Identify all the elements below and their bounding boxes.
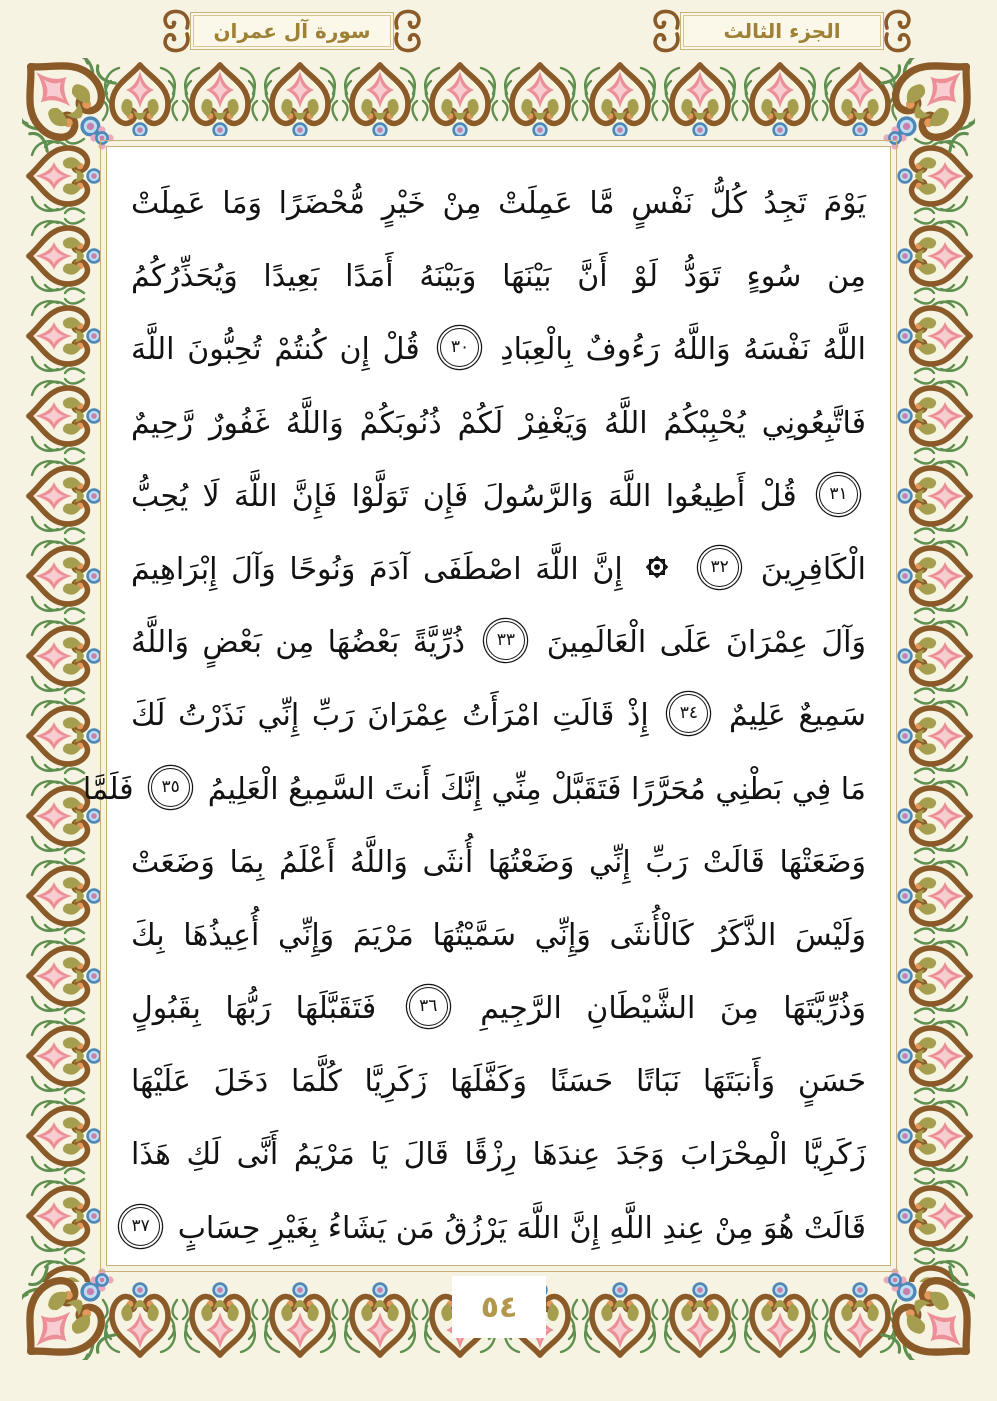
- ayah-text: ذُرِّيَّةً بَعْضُهَا مِن بَعْضٍ وَاللَّهُ: [131, 625, 466, 661]
- ayah-number-marker: [440, 328, 479, 367]
- quran-line: [131, 387, 866, 460]
- ayah-text: وَلَيْسَ الذَّكَرُ كَالْأُنثَى وَإِنِّي سَمَّيْتُهَا مَرْيَمَ وَإِنِّي أُعِيذُهَا بِكَ: [131, 917, 866, 953]
- ayah-number: ٣٢: [710, 556, 729, 577]
- quran-line: [131, 240, 866, 313]
- ayah-number-marker: [819, 475, 858, 514]
- quran-line: [131, 1118, 866, 1191]
- quran-line: [131, 313, 866, 386]
- header-bracket-icon: [650, 8, 680, 54]
- ayah-number: ٣٥: [161, 776, 180, 797]
- ayah-number: ٣١: [829, 483, 848, 504]
- surah-header-cartouche: [160, 10, 424, 52]
- ayah-number-marker: [121, 1207, 160, 1246]
- ayah-text: قَالَتْ هُوَ مِنْ عِندِ اللَّهِ إِنَّ اللَّهَ يَرْزُقُ مَن يَشَاءُ بِغَيْرِ حِسَابٍ: [177, 1210, 866, 1246]
- ayah-text: سَمِيعٌ عَلِيمٌ: [728, 698, 866, 734]
- ayah-number-marker: [409, 987, 448, 1026]
- page-number-box: [452, 1276, 546, 1338]
- quran-line: [131, 167, 866, 240]
- border-left-band: [22, 136, 100, 1282]
- header-bracket-icon: [884, 8, 914, 54]
- header-bracket-icon: [160, 8, 190, 54]
- juz-title: الجزء الثالث: [680, 12, 884, 50]
- ayah-number: ٣٤: [679, 703, 698, 724]
- quran-line: [131, 1192, 866, 1265]
- ayah-text: قُلْ أَطِيعُوا اللَّهَ وَالرَّسُولَ فَإِن تَوَلَّوْا فَإِنَّ اللَّهَ لَا يُحِبُّ: [131, 478, 797, 514]
- header-bracket-icon: [394, 8, 424, 54]
- ayah-text: حَسَنٍ وَأَنبَتَهَا نَبَاتًا حَسَنًا وَكَفَّلَهَا زَكَرِيَّا كُلَّمَا دَخَلَ عَلَيْهَا: [131, 1064, 866, 1100]
- ayah-text: مِن سُوءٍ تَوَدُّ لَوْ أَنَّ بَيْنَهَا وَبَيْنَهُ أَمَدًا بَعِيدًا وَيُحَذِّرُكُمُ: [131, 259, 866, 295]
- ayah-text: فَتَقَبَّلَهَا رَبُّهَا بِقَبُولٍ: [131, 991, 377, 1027]
- ayah-text: وَضَعَتْهَا قَالَتْ رَبِّ إِنِّي وَضَعْتُهَا أُنثَى وَاللَّهُ أَعْلَمُ بِمَا وَضَعَتْ: [131, 844, 866, 880]
- page-number: ٥٤: [480, 1289, 518, 1325]
- quran-line: [131, 1045, 866, 1118]
- quran-lines: [82, 147, 890, 1265]
- border-top-band: [100, 58, 897, 136]
- quran-line: [131, 679, 866, 752]
- ayah-text: وَذُرِّيَّتَهَا مِنَ الشَّيْطَانِ الرَّجِيمِ: [480, 991, 866, 1027]
- quran-line: [131, 826, 866, 899]
- ayah-text: اللَّهُ نَفْسَهُ وَاللَّهُ رَءُوفٌ بِالْعِبَادِ: [500, 332, 867, 368]
- ayah-number-marker: [486, 621, 525, 660]
- ayah-text: إِذْ قَالَتِ امْرَأَتُ عِمْرَانَ رَبِّ إِنِّي نَذَرْتُ لَكَ: [131, 698, 649, 734]
- quran-line: [131, 899, 866, 972]
- ayah-text: إِنَّ اللَّهَ اصْطَفَى آدَمَ وَنُوحًا وَآلَ إِبْرَاهِيمَ: [131, 551, 623, 587]
- quran-line: [131, 460, 866, 533]
- border-right-band: [897, 136, 975, 1282]
- ayah-text: فَلَمَّا: [82, 771, 134, 807]
- ayah-text: وَآلَ عِمْرَانَ عَلَى الْعَالَمِينَ: [546, 625, 866, 661]
- ayah-number: ٣٧: [131, 1215, 150, 1236]
- ayah-number-marker: [151, 768, 190, 807]
- ayah-number-marker: [669, 694, 708, 733]
- ayah-number: ٣٣: [496, 630, 516, 651]
- quran-line: [82, 753, 866, 826]
- ayah-text: زَكَرِيَّا الْمِحْرَابَ وَجَدَ عِندَهَا رِزْقًا قَالَ يَا مَرْيَمُ أَنَّى لَكِ هَذَا: [131, 1137, 866, 1173]
- quran-line: [131, 533, 866, 606]
- surah-title: سورة آل عمران: [190, 12, 394, 50]
- quran-text-panel: [82, 146, 891, 1266]
- ayah-text: مَا فِي بَطْنِي مُحَرَّرًا فَتَقَبَّلْ مِنِّي إِنَّكَ أَنتَ السَّمِيعُ الْعَلِيمُ: [207, 771, 866, 807]
- ayah-number: ٣٦: [419, 996, 438, 1017]
- ayah-text: فَاتَّبِعُونِي يُحْبِبْكُمُ اللَّهُ وَيَغْفِرْ لَكُمْ ذُنُوبَكُمْ وَاللَّهُ غَفُورٌ رَّحِيمٌ: [131, 405, 866, 441]
- juz-header-cartouche: [650, 10, 914, 52]
- ayah-text: قُلْ إِن كُنتُمْ تُحِبُّونَ اللَّهَ: [131, 332, 420, 368]
- ayah-number-marker: [700, 548, 739, 587]
- ayah-text: الْكَافِرِينَ: [760, 551, 867, 587]
- ayah-text: يَوْمَ تَجِدُ كُلُّ نَفْسٍ مَّا عَمِلَتْ مِنْ خَيْرٍ مُّحْضَرًا وَمَا عَمِلَتْ: [131, 186, 866, 221]
- ayah-number: ٣٠: [450, 337, 470, 358]
- quran-line: [131, 972, 866, 1045]
- quran-line: [131, 606, 866, 679]
- rub-el-hizb-icon: [646, 556, 668, 578]
